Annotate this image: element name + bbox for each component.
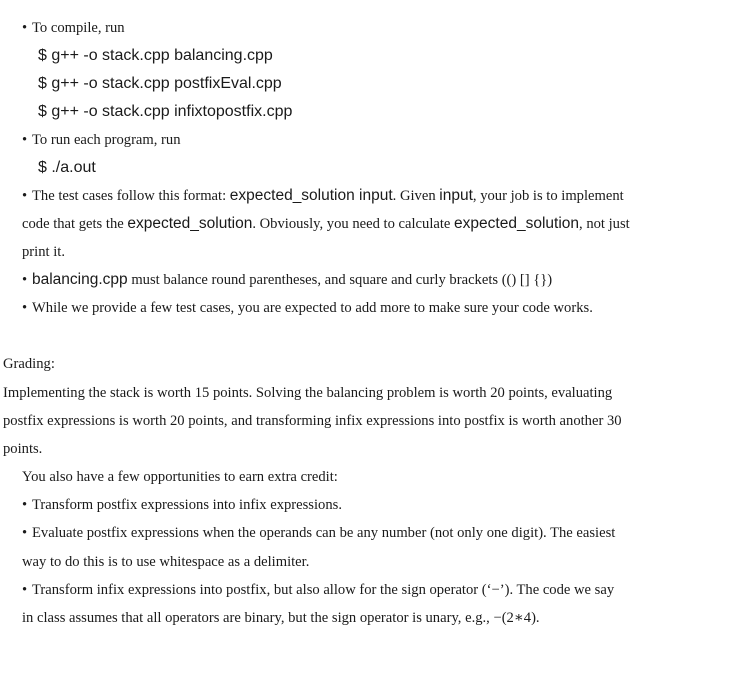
extra-3-text: Transform infix expressions into postfix, but also allow for the sign operator (‘−’). The code we say bbox=[32, 582, 615, 598]
bullet-run bbox=[22, 130, 181, 150]
bullet-icon: • bbox=[22, 300, 28, 316]
bullet-compile bbox=[22, 18, 125, 38]
extra-3-line-2: in class assumes that all operators are binary, but the sign operator is unary, e.g., −(2∗4). bbox=[22, 610, 540, 626]
extra-2-text: Evaluate postfix expressions when the operands can be any number (not only one digit). The easiest bbox=[32, 525, 616, 541]
run-command: $ ./a.out bbox=[38, 159, 96, 176]
test-cases-line-2 bbox=[22, 214, 630, 234]
balancing-text: must balance round parentheses, and square and curly brackets (() [] {}) bbox=[127, 272, 553, 288]
compile-command-1: $ g++ -o stack.cpp balancing.cpp bbox=[38, 47, 273, 64]
grading-heading: Grading: bbox=[3, 356, 55, 372]
compile-intro: To compile, run bbox=[32, 20, 125, 36]
test-text-2: . Given bbox=[392, 188, 440, 204]
test-term-2: input bbox=[439, 187, 473, 204]
compile-command-3: $ g++ -o stack.cpp infixtopostfix.cpp bbox=[38, 103, 293, 120]
bullet-icon: • bbox=[22, 188, 28, 204]
test-text-5: . Obviously, you need to calculate bbox=[252, 216, 455, 232]
grading-paragraph-line-3: points. bbox=[3, 441, 43, 457]
test-cases-line-3: print it. bbox=[22, 244, 65, 260]
bullet-icon: • bbox=[22, 132, 28, 148]
bullet-extra-3 bbox=[22, 580, 614, 600]
grading-paragraph-line-2: postfix expressions is worth 20 points, and transforming infix expressions into postfix is worth another 30 bbox=[3, 413, 622, 429]
extra-1-text: Transform postfix expressions into infix expressions. bbox=[32, 497, 342, 513]
test-text-1: The test cases follow this format: bbox=[32, 188, 230, 204]
balancing-filename: balancing.cpp bbox=[32, 271, 128, 288]
bullet-icon: • bbox=[22, 525, 28, 541]
run-intro: To run each program, run bbox=[32, 132, 181, 148]
test-term-4: expected_solution bbox=[454, 215, 580, 232]
test-term-1: expected_solution input bbox=[229, 187, 393, 204]
bullet-extra-2 bbox=[22, 523, 615, 543]
bullet-icon: • bbox=[22, 582, 28, 598]
bullet-icon: • bbox=[22, 497, 28, 513]
test-text-3: , your job is to implement bbox=[472, 188, 624, 204]
test-text-6: , not just bbox=[579, 216, 630, 232]
extra-2-line-2: way to do this is to use whitespace as a delimiter. bbox=[22, 554, 310, 570]
bullet-icon: • bbox=[22, 20, 28, 36]
test-text-4: code that gets the bbox=[22, 216, 128, 232]
bullet-provide bbox=[22, 298, 593, 318]
provide-text: While we provide a few test cases, you are expected to add more to make sure your code works. bbox=[32, 300, 593, 316]
compile-command-2: $ g++ -o stack.cpp postfixEval.cpp bbox=[38, 75, 282, 92]
bullet-test-cases bbox=[22, 186, 624, 206]
extra-credit-intro: You also have a few opportunities to earn extra credit: bbox=[22, 469, 338, 485]
bullet-balancing bbox=[22, 270, 552, 290]
bullet-icon: • bbox=[22, 272, 28, 288]
grading-paragraph-line-1: Implementing the stack is worth 15 points. Solving the balancing problem is worth 20 points, evaluating bbox=[3, 385, 613, 401]
bullet-extra-1 bbox=[22, 495, 342, 515]
test-term-3: expected_solution bbox=[127, 215, 253, 232]
